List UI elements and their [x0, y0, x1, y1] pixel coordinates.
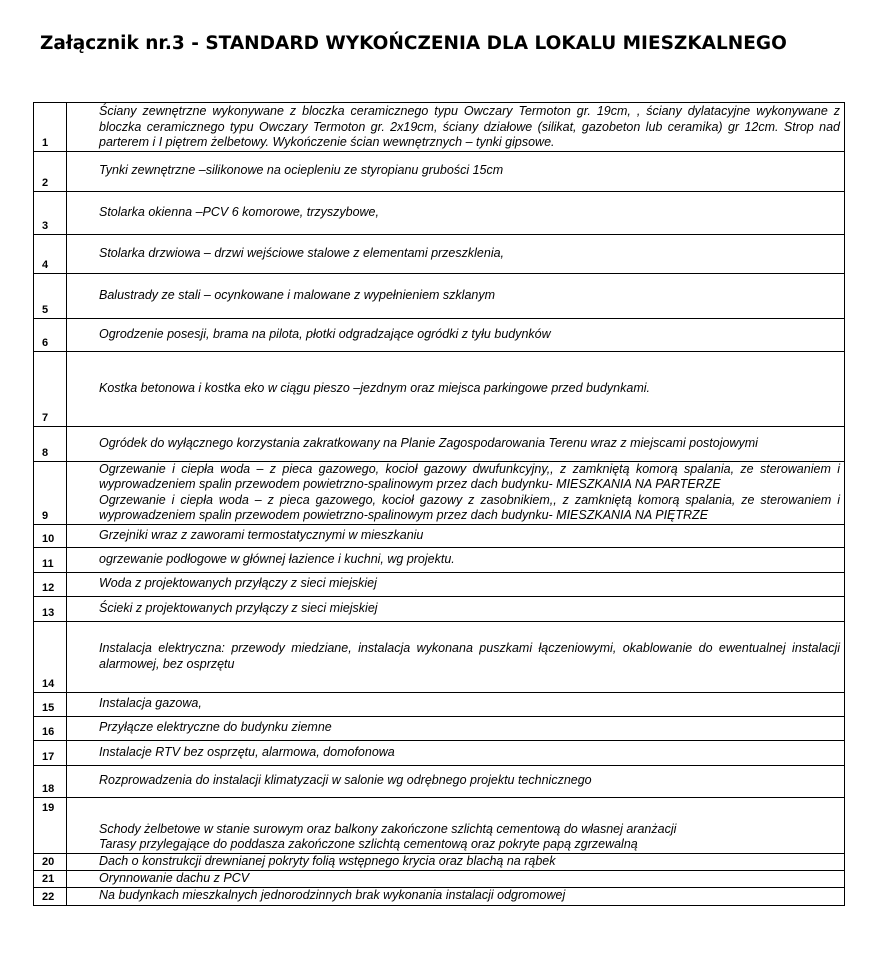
row-number: 10 — [34, 525, 67, 548]
row-text: Woda z projektowanych przyłączy z sieci miejskiej — [67, 573, 845, 597]
row-text: ogrzewanie podłogowe w głównej łazience i kuchni, wg projektu. — [67, 548, 845, 573]
row-text: Przyłącze elektryczne do budynku ziemne — [67, 717, 845, 741]
row-text: Ścieki z projektowanych przyłączy z sieci miejskiej — [67, 597, 845, 622]
row-text: Ogródek do wyłącznego korzystania zakratkowany na Planie Zagospodarowania Terenu wraz z miejscami postojowymi — [67, 427, 845, 462]
standard-table — [33, 102, 845, 906]
row-text: Kostka betonowa i kostka eko w ciągu pieszo –jezdnym oraz miejsca parkingowe przed budynkami. — [67, 352, 845, 427]
row-number: 18 — [34, 766, 67, 798]
table-row — [34, 573, 845, 597]
row-text-schody: Schody żelbetowe w stanie surowym oraz balkony zakończone szlichtą cementową do własnej aranżacji — [99, 821, 677, 836]
table-row — [34, 525, 845, 548]
row-text: Ogrodzenie posesji, brama na pilota, płotki odgradzające ogródki z tyłu budynków — [67, 319, 845, 352]
table-row — [34, 427, 845, 462]
row-number: 7 — [34, 352, 67, 427]
row-text: Instalacja elektryczna: przewody miedziane, instalacja wykonana puszkami łączeniowymi, okablowanie do ewentualnej instalacji alarmowej, bez osprzętu — [67, 622, 845, 693]
row-number: 14 — [34, 622, 67, 693]
row-text-tarasy: Tarasy przylegające do poddasza zakończone szlichtą cementową oraz pokryte papą zgrzewalną — [99, 836, 638, 851]
row-number: 19 — [34, 798, 67, 854]
row-number: 15 — [34, 693, 67, 717]
row-text: Tynki zewnętrzne –silikonowe na ociepleniu ze styropianu grubości 15cm — [67, 152, 845, 192]
row-number: 4 — [34, 235, 67, 274]
row-number: 2 — [34, 152, 67, 192]
table-row — [34, 192, 845, 235]
row-number: 12 — [34, 573, 67, 597]
page-title: Załącznik nr.3 - STANDARD WYKOŃCZENIA DLA LOKALU MIESZKALNEGO — [40, 33, 787, 54]
table-row — [34, 741, 845, 766]
row-text-parter: Ogrzewanie i ciepła woda – z pieca gazowego, kocioł gazowy dwufunkcyjny,, z zamkniętą komorą spalania, ze sterowaniem i wyprowadzeniem spalin przewodem powietrzno-spalinowym przez dach budynku- MIESZKANIA NA PARTERZE — [99, 462, 840, 492]
row-number: 22 — [34, 888, 67, 905]
row-number: 21 — [34, 871, 67, 888]
table-row — [34, 103, 845, 152]
row-number: 3 — [34, 192, 67, 235]
row-text: Grzejniki wraz z zaworami termostatycznymi w mieszkaniu — [67, 525, 845, 548]
row-number: 6 — [34, 319, 67, 352]
row-text: Rozprowadzenia do instalacji klimatyzacji w salonie wg odrębnego projektu technicznego — [67, 766, 845, 798]
table-row — [34, 888, 845, 905]
row-text: Stolarka okienna –PCV 6 komorowe, trzyszybowe, — [67, 192, 845, 235]
row-number: 20 — [34, 854, 67, 871]
row-number: 17 — [34, 741, 67, 766]
table-row — [34, 693, 845, 717]
row-text: Instalacja gazowa, — [67, 693, 845, 717]
table-row — [34, 319, 845, 352]
row-text: Stolarka drzwiowa – drzwi wejściowe stalowe z elementami przeszklenia, — [67, 235, 845, 274]
row-text — [67, 798, 845, 854]
row-number: 13 — [34, 597, 67, 622]
row-text: Instalacje RTV bez osprzętu, alarmowa, domofonowa — [67, 741, 845, 766]
row-number: 5 — [34, 274, 67, 319]
row-text: Dach o konstrukcji drewnianej pokryty folią wstępnego krycia oraz blachą na rąbek — [67, 854, 845, 871]
table-row — [34, 274, 845, 319]
row-number: 16 — [34, 717, 67, 741]
table-row — [34, 352, 845, 427]
row-text: Na budynkach mieszkalnych jednorodzinnych brak wykonania instalacji odgromowej — [67, 888, 845, 905]
row-text — [67, 462, 845, 525]
table-row — [34, 854, 845, 871]
row-text: Orynnowanie dachu z PCV — [67, 871, 845, 888]
table-row — [34, 798, 845, 854]
row-number: 1 — [34, 103, 67, 152]
table-row — [34, 622, 845, 693]
table-row — [34, 462, 845, 525]
table-row — [34, 548, 845, 573]
table-row — [34, 152, 845, 192]
row-text: Ściany zewnętrzne wykonywane z bloczka ceramicznego typu Owczary Termoton gr. 19cm, , ściany dylatacyjne wykonywane z bloczka ceramicznego typu Owczary Termoton gr. 2x19cm, ściany działowe (silikat, gazobeton lub ceramika) gr 12cm. Strop nad parterem i I piętrem żelbetowy. Wykończenie ścian wewnętrznych – tynki gipsowe. — [67, 103, 845, 152]
row-text: Balustrady ze stali – ocynkowane i malowane z wypełnieniem szklanym — [67, 274, 845, 319]
table-row — [34, 597, 845, 622]
table-row — [34, 871, 845, 888]
row-text-pietro: Ogrzewanie i ciepła woda – z pieca gazowego, kocioł gazowy z zasobnikiem,, z zamkniętą komorą spalania, ze sterowaniem i wyprowadzeniem spalin przewodem powietrzno-spalinowym przez dach budynku- MIESZKANIA NA PIĘTRZE — [99, 492, 840, 522]
row-number: 11 — [34, 548, 67, 573]
table-row — [34, 235, 845, 274]
table-row — [34, 717, 845, 741]
table-row — [34, 766, 845, 798]
row-number: 8 — [34, 427, 67, 462]
row-number: 9 — [34, 462, 67, 525]
